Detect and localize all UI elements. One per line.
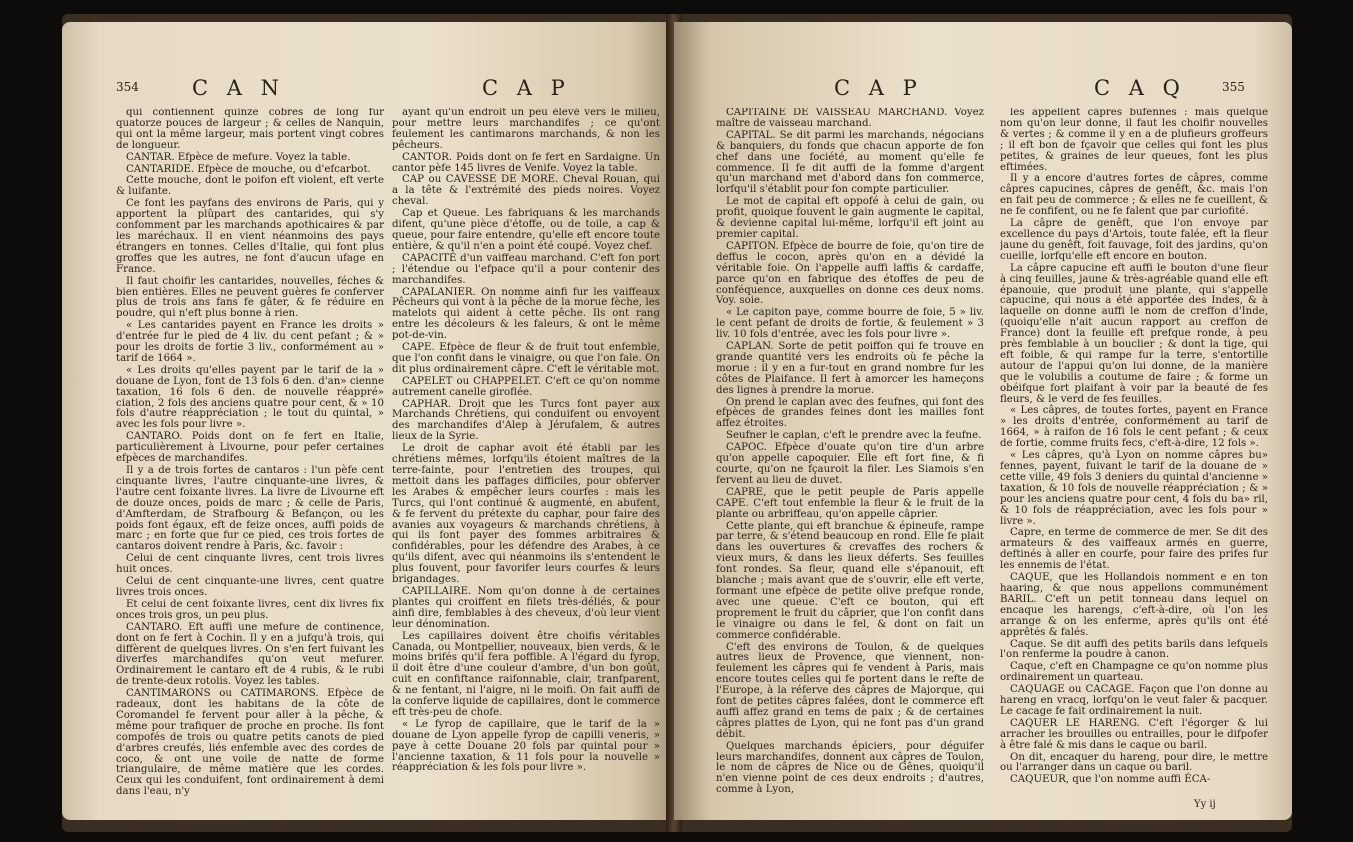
right-page-column-2 (1000, 108, 1268, 806)
left-page (62, 22, 672, 820)
paragraph: Cap et Queue. Les fabriquans & les marchands difent, qu'une pièce d'étoffe, ou de toile, a cap & queue, pour faire entendre, qu'elle eft encore toute entière, & qu'il n'en a point été coupé. Voyez chef. (392, 208, 660, 252)
left-page-number: 354 (116, 80, 139, 94)
paragraph: « Le capiton paye, comme bourre de foie, 5 » liv. le cent pefant de droits de fortie, & feulement » 3 liv. 10 fols d'entrée, avec les fols pour livre ». (716, 307, 984, 341)
right-page (674, 22, 1292, 820)
paragraph: « Les droits qu'elles payent par le tarif de la » douane de Lyon, font de 13 fols 6 den. d'an» cienne taxation, 16 fols 6 den. de nouvelle réappré» ciation, 2 fols des anciens quatre pour cent, & » 10 fols d'autre réappréciation ; le tout du quintal, » avec les fols pour livre ». (116, 364, 384, 431)
paragraph: CAPOC. Efpèce d'ouate qu'on tire d'un arbre qu'on appelle capoquier. Elle eft fort fine, & fi courte, qu'on ne fçauroit la filer. Les Siamois s'en fervent au lieu de duvet. (716, 442, 984, 486)
paragraph: CAPACITÉ d'un vaiffeau marchand. C'eft fon port ; l'étendue ou l'efpace qu'il a pour contenir des marchandifes. (392, 252, 660, 286)
paragraph: Seufner le caplan, c'eft le prendre avec la feufne. (726, 430, 982, 442)
paragraph: CANTARIDE. Efpèce de mouche, ou d'efcarbot. (126, 163, 371, 175)
paragraph: CAQUE, que les Hollandois nomment e en ton haaring, & que nous appellons communément BARIL. C'eft un petit tonneau dans lequel on encaque les harengs, c'eft-à-dire, où l'on les arrange & on les enferme, après qu'ils ont été apprêtés & falés. (1000, 572, 1268, 638)
left-running-head (62, 76, 672, 106)
paragraph: CANTIMARONS ou CATIMARONS. Efpèce de radeaux, dont les habitans de la côte de Coromandel fe fervent pour aller à la pêche, & même pour trafiquer de proche en proche. Ils font compofés de trois ou quatre petits canots de pied d'arbres creufés, liés enfemble avec des cordes de coco, & ont une voile de natte de forme triangulaire, de même matière que les cordes. Ceux qui les conduifent, font ordinairement à demi dans l'eau, n'y (116, 688, 384, 798)
paragraph: « Les câpres, de toutes fortes, payent en France » les droits d'entrée, conformément au tarif de 1664, » à raifon de 16 fols le cent pefant ; & ceux de fortie, comme fruits fecs, c'eft-à-dire, 12 fols ». (1000, 405, 1268, 450)
paragraph: Cette mouche, dont le poifon eft violent, eft verte & luifante. (116, 175, 384, 198)
paragraph: Les capillaires doivent être choifis véritables Canada, ou Montpellier, nouveaux, bien verds, & le moins brifés qu'il fera poffible. A l'égard du fyrop, il doit être d'une couleur d'ambre, d'un bon goût, cuit en confiftance raifonnable, clair, tranfparent, & ne fentant, ni l'aigre, ni le moifi. On fait auffi de la conferve liquide de capillaires, dont le commerce eft très-peu de chofe. (392, 630, 660, 718)
paragraph: La câpre capucine eft auffi le bouton d'une fleur à cinq feuilles, jaune & très-agréable quand elle eft épanouie, que produit une plante, qui s'appelle capucine, qui nous a été apportée des Indes, & à laquelle on donne auffi le nom de creffon d'Inde, (quoiqu'elle n'ait aucun rapport au creffon de France) dont la feuille eft prefque ronde, à peu près femblable à un bouclier ; & dont la tige, qui eft foible, & qui rampe fur la terre, s'entortille autour de l'appui qu'on lui donne, de la manière que le volubilis a coutume de faire ; & forme un obéifque fort plaifant à voir par la beauté de fes fleurs, & le verd de fes feuilles. (1000, 262, 1268, 405)
paragraph: CAPILLAIRE. Nom qu'on donne à de certaines plantes qui croiffent en filets très-déliés, & pour ainfi dire, femblables à des cheveux, d'où leur vient leur dénomination. (392, 585, 660, 630)
paragraph: On prend le caplan avec des feufnes, qui font des efpèces de grandes feines dont les mailles font affez étroites. (716, 396, 984, 430)
paragraph: Le droit de caphar avoit été établi par les chrétiens mêmes, lorfqu'ils étoient maîtres de la terre-fainte, pour l'entretien des troupes, qui mettoit dans les paffages difficiles, pour obferver les Arabes & empêcher leurs courfes : mais les Turcs, qui l'ont continué & augmenté, en abufent, & fe fervent du prétexte du caphar, pour faire des avanies aux voyageurs & marchands chrétiens, à qui ils font payer des fommes arbitraires & confidérables, pour les défendre des Arabes, à ce qu'ils difent, avec qui néanmoins ils s'entendent le plus fouvent, pour favorifer leurs courfes & leurs brigandages. (392, 443, 660, 586)
paragraph: Cette plante, qui eft branchue & épineufe, rampe par terre, & s'étend beaucoup en rond. Elle fe plait dans les ouvertures & crevaffes des rochers & vieux murs, & dans les lieux déferts. Ses feuilles font rondes. Sa fleur, quand elle s'épanouit, eft blanche ; mais avant que de s'ouvrir, elle eft verte, formant une efpèce de petite olive prefque ronde, avec une queue. C'eft ce bouton, qui eft proprement le fruit du câprier, que l'on confit dans le vinaigre ou dans le fel, & dont on fait un commerce confidérable. (716, 520, 984, 641)
paragraph: CAPALANIER. On nomme ainfi fur les vaiffeaux Pêcheurs qui vont à la pêche de la morue fèche, les matelots qui aident à cette pêche. Ils ont rang entre les décoleurs & les faleurs, & ont le même pot-de-vin. (392, 286, 660, 342)
paragraph: ayant qu'un endroit un peu élevé vers le milieu, pour mettre leurs marchandifes ; ce qu'ont feulement les cantimarons marchands, & non les pêcheurs. (392, 108, 660, 151)
right-head-word-2: C A Q (1094, 76, 1186, 100)
open-book (62, 14, 1292, 832)
paragraph: les appellent câpres bufennes : mais quelque nom qu'on leur donne, il faut les choifir nouvelles & vertes ; & comme il y en a de plufieurs groffeurs ; il eft bon de fçavoir que celles qui font les plus petites, & graines de leur queues, font les plus eftimées. (1000, 108, 1268, 173)
paragraph: CAPITAINE DE VAISSEAU MARCHAND. Voyez maître de vaisseau marchand. (716, 108, 984, 129)
paragraph: CAPITAL. Se dit parmi les marchands, négocians & banquiers, du fonds que chacun apporte de fon chef dans une fociété, au moment qu'elle fe commence. Il fe dit auffi de la fomme d'argent qu'un marchand met d'abord dans fon commerce, lorfqu'il s'établit pour fon compte particulier. (716, 129, 984, 196)
paragraph: CAPHAR. Droit que les Turcs font payer aux Marchands Chrétiens, qui conduifent ou envoyent des marchandifes d'Alep à Jérufalem, & autres lieux de la Syrie. (392, 398, 660, 443)
paragraph: CANTAR. Efpèce de mefure. Voyez la table. (126, 151, 351, 163)
paragraph: Le mot de capital eft oppofé à celui de gain, ou profit, quoique fouvent le gain augmente le capital, & devienne capital lui-même, lorfqu'il eft joint au premier capital. (716, 196, 984, 240)
paragraph: CANTARO. Poids dont on fe fert en Italie, particulièrement à Livourne, pour pefer certaines efpèces de marchandifes. (116, 431, 384, 465)
paragraph: CANTARO. Eft auffi une mefure de continence, dont on fe fert à Cochin. Il y en a jufqu'à trois, qui diffèrent de quelques livres. On s'en fert fuivant les diverfes marchandifes qu'on veut mefurer. Ordinairement le cantaro eft de 4 rubis, & le rubi de trente-deux rotolis. Voyez les tables. (116, 621, 384, 688)
paragraph: On dit, encaquer du hareng, pour dire, le mettre ou l'arranger dans un caque ou baril. (1000, 751, 1268, 774)
paragraph: Capre, en terme de commerce de mer. Se dit des armateurs & des vaiffeaux armés en guerre, deftinés à aller en courfe, pour faire des prifes fur les ennemis de l'état. (1000, 527, 1268, 572)
paragraph: CAPRE, que le petit peuple de Paris appelle CAPE. C'eft tout enfemble la fleur & le fruit de la plante ou arbriffeau, qu'on appelle câprier. (716, 486, 984, 520)
paragraph: « Les câpres, qu'à Lyon on nomme câpres bu» fennes, payent, fuivant le tarif de la douane de » cette ville, 49 fols 3 deniers du quintal d'ancienne » taxation, & 10 fols de nouvelle réappréciation ; & » pour les anciens quatre pour cent, 4 fols du ba» ril, & 10 fols de réappréciation, avec les fols pour » livre ». (1000, 450, 1268, 527)
paragraph: CAPLAN. Sorte de petit poiffon qui fe trouve en grande quantité vers les endroits où fe pêche la morue : il y en a fur-tout en grand nombre fur les côtes de Plaifance. Il fert à amorcer les hameçons des lignes à prendre la morue. (716, 341, 984, 396)
paragraph: « Le fyrop de capillaire, que le tarif de la » douane de Lyon appelle fyrop de capilli veneris, » paye à cette Douane 20 fols par quintal pour » l'ancienne taxation, & 11 fols pour la nouvelle » réappréciation & les fols pour livre ». (392, 718, 660, 774)
paragraph: qui contiennent quinze cobres de long fur quatorze pouces de largeur ; & celles de Nanquin, qui ont la même largeur, mais portent vingt cobres de longueur. (116, 108, 384, 151)
paragraph: Celui de cent cinquante-une livres, cent quatre livres trois onces. (116, 576, 384, 598)
paragraph: Caque. Se dit auffi des petits barils dans lefquels l'on renferme la poudre à canon. (1000, 638, 1268, 661)
right-page-number: 355 (1222, 80, 1245, 94)
paragraph: Il faut choifir les cantarides, nouvelles, féches & bien entières. Elles ne peuvent guères fe conferver plus de trois ans fans fe gâter, & fe réduire en poudre, qui n'eft plus bonne à rien. (116, 275, 384, 320)
left-page-column-1 (116, 108, 384, 806)
paragraph: Il y a encore d'autres fortes de câpres, comme câpres capucines, câpres de genêft, &c. mais l'on en fait peu de commerce ; & elles ne fe cueillent, & ne fe confifent, ou ne fe falent que par curiofité. (1000, 173, 1268, 218)
paragraph: Celui de cent cinquante livres, cent trois livres huit onces. (116, 553, 384, 576)
paragraph: CAQUEUR, que l'on nomme auffi ÉCA- (1010, 774, 1211, 786)
paragraph: Ce font les payfans des environs de Paris, qui y apportent la plûpart des cantarides, qui s'y confomment par les marchands apothicaires & par les maréchaux. Il en vient néanmoins des pays étrangers en tonnes. Celles d'Italie, qui font plus groffes que les autres, ne font d'aucun ufage en France. (116, 198, 384, 275)
paragraph: Caque, c'eft en Champagne ce qu'on nomme plus ordinairement un quarteau. (1000, 661, 1268, 684)
signature-mark: Yy ij (1194, 799, 1216, 810)
paragraph: CAPELET ou CHAPPELET. C'eft ce qu'on nomme autrement canelle giroflée. (392, 375, 660, 398)
left-page-column-2 (392, 108, 660, 806)
left-head-word-1: C A N (192, 76, 285, 100)
paragraph: « Les cantarides payent en France les droits » d'entrée fur le pied de 4 liv. du cent pefant ; & » pour les droits de fortie 3 liv., conformément au » tarif de 1664 ». (116, 320, 384, 364)
paragraph: CANTOR. Poids dont on fe fert en Sardaigne. Un cantor pèfe 145 livres de Venife. Voyez la table. (392, 151, 660, 174)
right-running-head (674, 76, 1292, 106)
left-head-word-2: C A P (482, 76, 571, 100)
paragraph: C'eft des environs de Toulon, & de quelques autres lieux de Provence, que viennent, non-feulement les câpres qui fe vendent à Paris, mais encore toutes celles qui fe portent dans le refte de l'Europe, à la réferve des câpres de Majorque, qui font de petites câpres falées, dont le commerce eft auffi affez grand en tems de paix ; & de certaines câpres plattes de Lyon, qui ne font pas d'un grand débit. (716, 641, 984, 740)
paragraph: La câpre de genêft, que l'on envoye par excellence du pays d'Artois, toute falée, eft la fleur jaune du genêft, foit fauvage, foit des jardins, qu'on cueille, lorfqu'elle eft encore en bouton. (1000, 218, 1268, 262)
paragraph: Quelques marchands épiciers, pour déguifer leurs marchandifes, donnent aux câpres de Toulon, le nom de câpres de Nice ou de Gênes, quoiqu'il n'en vienne point de ces deux endroits ; d'autres, comme à Lyon, (716, 740, 984, 796)
paragraph: CAPE. Efpèce de fleur & de fruit tout enfemble, que l'on confit dans le vinaigre, ou que l'on fale. On dit plus ordinairement câpre. C'eft le véritable mot. (392, 342, 660, 375)
paragraph: CAQUAGE ou CACAGE. Façon que l'on donne au hareng en vracq, lorfqu'on le veut faler & pacquer. Le cacage fe fait ordinairement la nuit. (1000, 684, 1268, 717)
paragraph: CAPITON. Efpèce de bourre de foie, qu'on tire de deffus le cocon, après qu'on en a dévidé la véritable foie. On l'appelle auffi laffis & cardaffe, parce qu'on en fabrique des étoffes de peu de conféquence, auxquelles on donne ces deux noms. Voy. soie. (716, 240, 984, 307)
paragraph: CAQUER LE HARENG. C'eft l'égorger & lui arracher les brouilles ou entrailles, pour le difpofer à être falé & mis dans le caque ou baril. (1000, 717, 1268, 751)
right-head-word-1: C A P (834, 76, 923, 100)
paragraph: CAP ou CAVESSE DE MORE. Cheval Rouan, qui a la tête & l'extrémité des pieds noires. Voyez cheval. (392, 174, 660, 208)
paragraph: Et celui de cent foixante livres, cent dix livres fix onces trois gros, un peu plus. (116, 598, 384, 621)
right-page-column-1 (716, 108, 984, 806)
paragraph: Il y a de trois fortes de cantaros : l'un pèfe cent cinquante livres, l'autre cinquante-une livres, & l'autre cent foixante livres. La livre de Livourne eft de douze onces, poids de marc ; & celle de Paris, d'Amfterdam, de Strafbourg & Befançon, ou les poids font égaux, eft de feize onces, auffi poids de marc ; en forte que fur ce pied, ces trois fortes de cantaros doivent rendre à Paris, &c. favoir : (116, 465, 384, 553)
